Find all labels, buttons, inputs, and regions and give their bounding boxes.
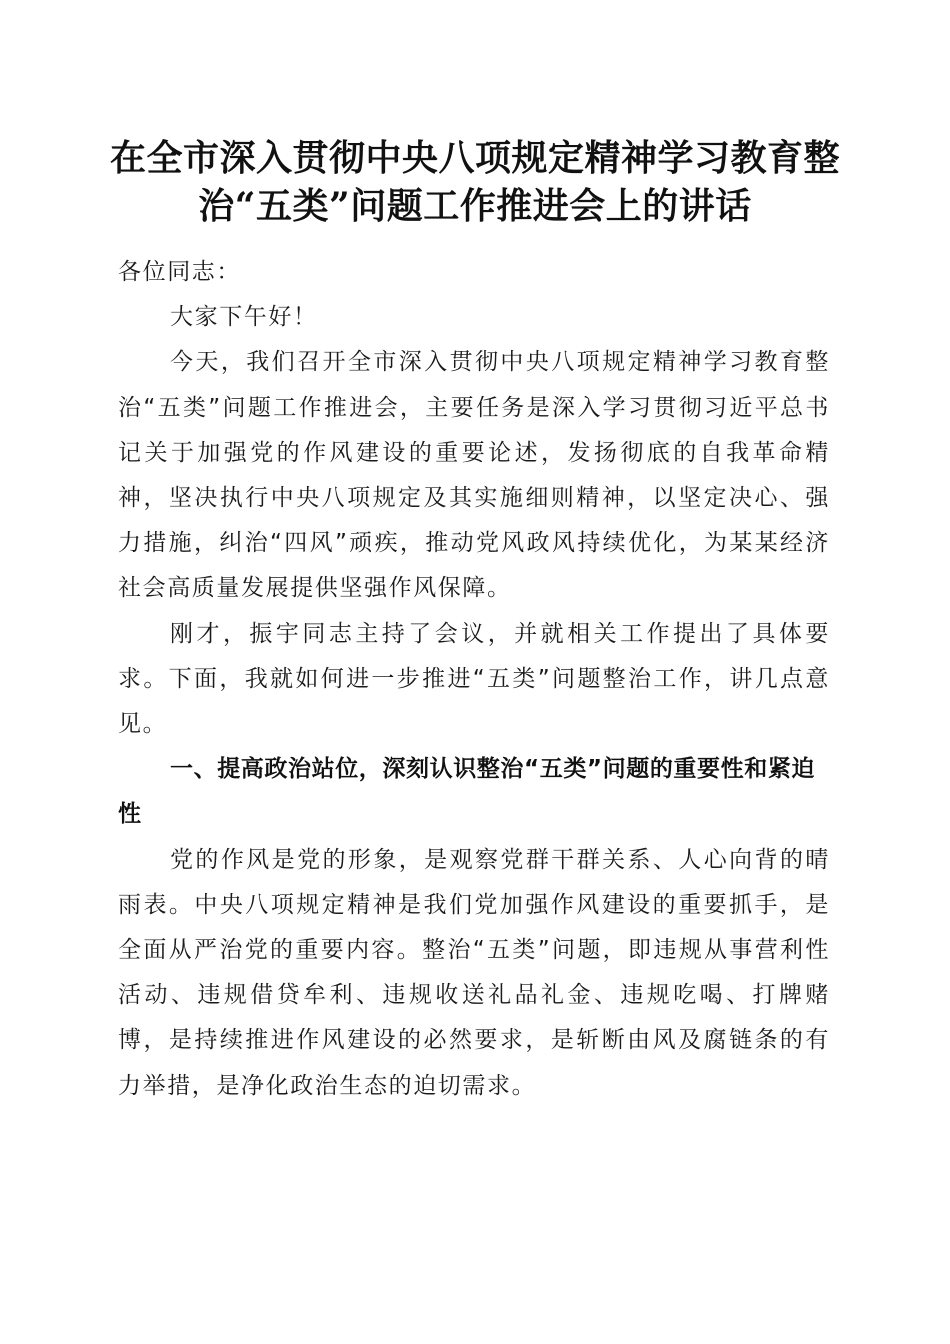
section-1-paragraph: 党的作风是党的形象，是观察党群干群关系、人心向背的晴雨表。中央八项规定精神是我们党加强作风建设的重要抓手，是全面从严治党的重要内容。整治“五类”问题，即违规从事营利性活动、违规借贷牟利、违规收送礼品礼金、违规吃喝、打牌赌博，是持续推进作风建设的必然要求，是斩断由风及腐链条的有力举措，是净化政治生态的迫切需求。	[118, 846, 830, 1099]
document-body	[118, 250, 830, 1109]
section-heading-1: 一、提高政治站位，深刻认识整治“五类”问题的重要性和紧迫性	[118, 756, 816, 828]
title-line-1: 在全市深入贯彻中央八项规定精神学习教育整	[109, 137, 840, 179]
opening-paragraph: 今天，我们召开全市深入贯彻中央八项规定精神学习教育整治“五类”问题工作推进会，主要任务是深入学习贯彻习近平总书记关于加强党的作风建设的重要论述，发扬彻底的自我革命精神，坚决执行中央八项规定及其实施细则精神，以坚定决心、强力措施，纠治“四风”顽疾，推动党风政风持续优化，为某某经济社会高质量发展提供坚强作风保障。	[118, 349, 830, 602]
document-title	[90, 134, 860, 230]
greeting: 大家下午好！	[170, 304, 318, 331]
meeting-paragraph: 刚才，振宇同志主持了会议，并就相关工作提出了具体要求。下面，我就如何进一步推进“五类”问题整治工作，讲几点意见。	[118, 620, 830, 738]
title-line-2: 治“五类”问题工作推进会上的讲话	[198, 185, 752, 227]
salutation: 各位同志：	[118, 259, 241, 285]
